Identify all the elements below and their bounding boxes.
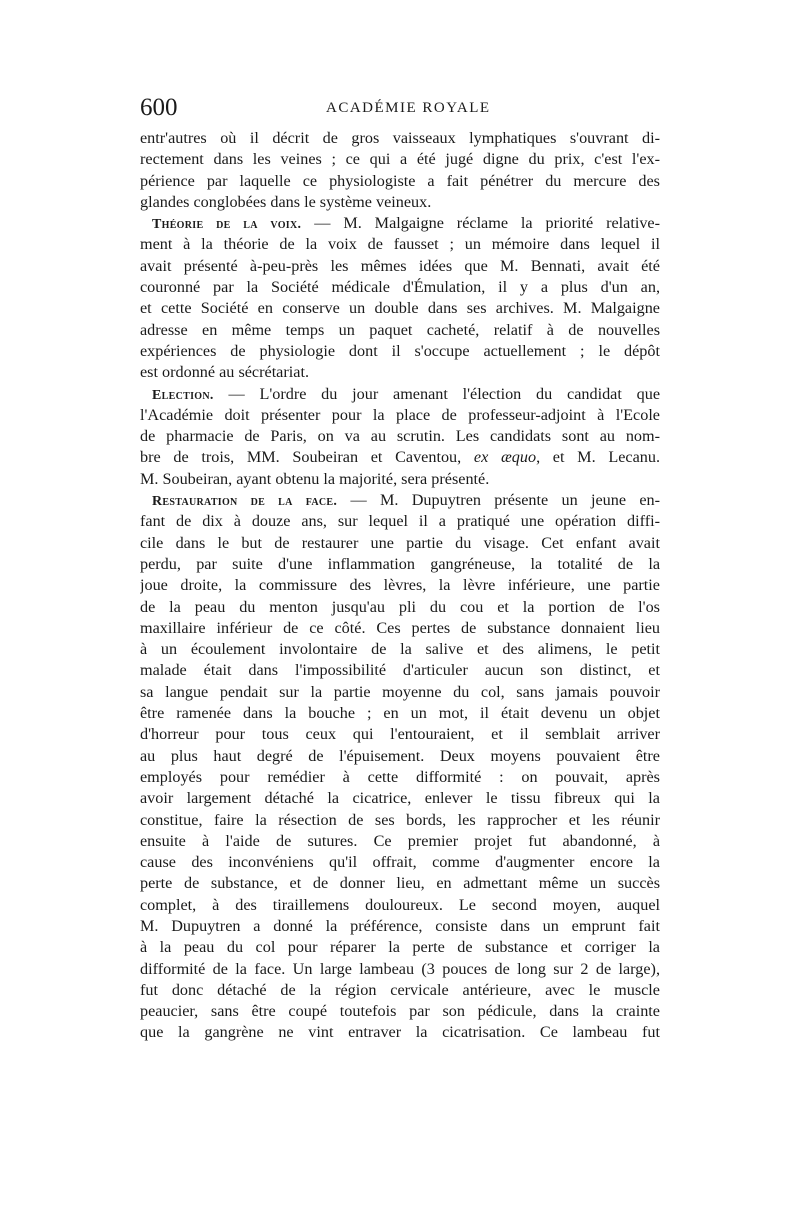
text-line: maxillaire inférieur de ce côté. Ces pertes de substance donnaient lieu <box>140 618 660 637</box>
body-text <box>140 128 660 1044</box>
text-line: M. Dupuytren a donné la préférence, consiste dans un emprunt fait <box>140 916 660 935</box>
text-line: perte de substance, et de donner lieu, en admettant même un succès <box>140 874 660 893</box>
page-number: 600 <box>140 94 178 121</box>
text-line: M. Soubeiran, ayant obtenu la majorité, sera présenté. <box>140 469 490 488</box>
text-line: à un écoulement involontaire de la salive et des alimens, le petit <box>140 640 660 659</box>
text-line: avait présenté à-peu-près les mêmes idées que M. Bennati, avait été <box>140 256 660 275</box>
running-head: ACADÉMIE ROYALE <box>326 100 491 116</box>
text-line <box>140 384 660 405</box>
text-line: au plus haut degré de l'épuisement. Deux moyens pouvaient être <box>140 746 660 765</box>
text-line: cile dans le but de restaurer une partie du visage. Cet enfant avait <box>140 533 660 552</box>
text-line: perdu, par suite d'une inflammation gangréneuse, la totalité de la <box>140 554 660 573</box>
text-line: difformité de la face. Un large lambeau (3 pouces de long sur 2 de large), <box>140 959 660 978</box>
text-line <box>140 447 660 468</box>
text-line: que la gangrène ne vint entraver la cicatrisation. Ce lambeau fut <box>140 1023 660 1042</box>
text-line: être ramenée dans la bouche ; en un mot, il était devenu un objet <box>140 704 660 723</box>
text-line: cause des inconvéniens qu'il offrait, comme d'augmenter encore la <box>140 853 660 872</box>
text-line: d'horreur pour tous ceux qui l'entouraient, et il semblait arriver <box>140 725 660 744</box>
italic-phrase: ex æquo <box>473 448 537 467</box>
section-heading-election: Election. <box>152 387 214 403</box>
text-line: est ordonné au sécrétariat. <box>140 363 309 382</box>
text-line: et cette Société en conserve un double dans ses archives. M. Malgaigne <box>140 299 660 318</box>
text-line: expériences de physiologie dont il s'occupe actuellement ; le dépôt <box>140 341 660 360</box>
text-line: fut donc détaché de la région cervicale antérieure, avec le muscle <box>140 980 660 999</box>
text-line: rectement dans les veines ; ce qui a été jugé digne du prix, c'est l'ex- <box>140 150 660 169</box>
text-line: à la peau du col pour réparer la perte de substance et corriger la <box>140 938 660 957</box>
text-fragment: — M. Malgaigne réclame la priorité relative- <box>314 214 660 233</box>
text-line: peaucier, sans être coupé toutefois par son pédicule, dans la crainte <box>140 1002 660 1021</box>
text-fragment: , et M. Lecanu. <box>536 448 660 467</box>
text-line <box>140 490 660 511</box>
text-line: périence par laquelle ce physiologiste a fait pénétrer du mercure des <box>140 171 660 190</box>
text-fragment: bre de trois, MM. Soubeiran et Caventou, <box>140 448 474 467</box>
text-line <box>140 213 660 234</box>
text-line: malade était dans l'impossibilité d'articuler aucun son distinct, et <box>140 661 660 680</box>
text-line: complet, à des tiraillemens douloureux. Le second moyen, auquel <box>140 895 660 914</box>
text-line: ment à la théorie de la voix de fausset ; un mémoire dans lequel il <box>140 235 660 254</box>
text-line: couronné par la Société médicale d'Émulation, il y a plus d'un an, <box>140 278 660 297</box>
text-line: entr'autres où il décrit de gros vaisseaux lymphatiques s'ouvrant di- <box>140 129 660 147</box>
section-heading-theorie: Théorie de la voix. <box>152 217 302 233</box>
page-header <box>140 94 660 124</box>
text-line: adresse en même temps un paquet cacheté, relatif à de nouvelles <box>140 320 660 339</box>
text-line: avoir largement détaché la cicatrice, enlever le tissu fibreux qui la <box>140 789 660 808</box>
text-line: sa langue pendait sur la partie moyenne du col, sans jamais pouvoir <box>140 682 660 701</box>
text-line: employés pour remédier à cette difformité : on pouvait, après <box>140 767 660 786</box>
text-line: ensuite à l'aide de sutures. Ce premier projet fut abandonné, à <box>140 831 660 850</box>
text-line: constitue, faire la résection de ses bords, les rapprocher et les réunir <box>140 810 660 829</box>
text-fragment: — L'ordre du jour amenant l'élection du candidat que <box>228 384 660 403</box>
text-line: fant de dix à douze ans, sur lequel il a pratiqué une opération diffi- <box>140 512 660 531</box>
text-line: de la peau du menton jusqu'au pli du cou et la portion de l'os <box>140 597 660 616</box>
text-fragment: — M. Dupuytren présente un jeune en- <box>350 491 660 510</box>
text-line: de pharmacie de Paris, on va au scrutin. Les candidats sont au nom- <box>140 427 660 446</box>
text-line: l'Académie doit présenter pour la place de professeur-adjoint à l'Ecole <box>140 405 660 424</box>
text-line: glandes conglobées dans le système veineux. <box>140 192 432 211</box>
text-line: joue droite, la commissure des lèvres, la lèvre inférieure, une partie <box>140 576 660 595</box>
section-heading-restauration: Restauration de la face. <box>152 494 338 510</box>
